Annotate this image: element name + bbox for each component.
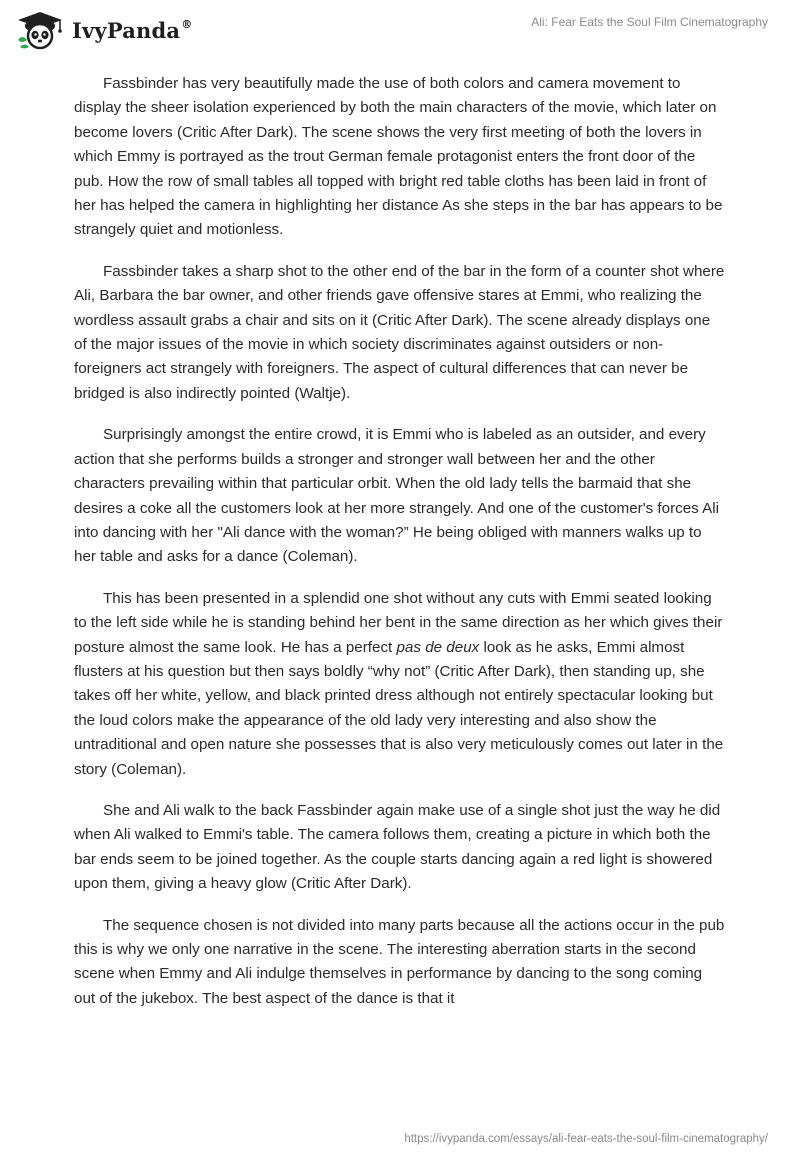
page-header <box>0 0 800 60</box>
paragraph: Fassbinder takes a sharp shot to the other end of the bar in the form of a counter shot where Ali, Barbara the bar owner, and other friends gave offensive stares at Emmi, who realizing the wordless assault grabs a chair and sits on it (Critic After Dark). The scene already displays one of the major issues of the movie in which society discriminates against outsiders or non-foreigners act strangely with foreigners. The aspect of cultural differences that can never be bridged is also indirectly pointed (Waltje). <box>74 262 725 402</box>
document-title: Ali: Fear Eats the Soul Film Cinematography <box>531 15 768 29</box>
registered-mark: ® <box>181 17 193 31</box>
paragraph: The sequence chosen is not divided into many parts because all the actions occur in the pub this is why we only one narrative in the scene. The interesting aberration starts in the second scene when Emmy and Ali indulge themselves in performance by dancing to the song coming out of the jukebox. The best aspect of the dance is that it <box>74 916 725 1007</box>
paragraph-text: This has been presented in a splendid one shot without any cuts with Emmi seated looking to the left side while he is standing behind her bent in the same direction as her which gives their posture almost the same look. He has a perfect <box>74 589 723 656</box>
paragraph: She and Ali walk to the back Fassbinder again make use of a single shot just the way he did when Ali walked to Emmi's table. The camera follows them, creating a picture in which both the bar ends seem to be joined together. As the couple starts dancing again a red light is showered upon them, giving a heavy glow (Critic After Dark). <box>74 801 721 893</box>
brand-name: IvyPanda® <box>72 17 193 43</box>
paragraph: Surprisingly amongst the entire crowd, it is Emmi who is labeled as an outsider, and every action that she performs builds a stronger and stronger wall between her and the other characters prevailing within that particular orbit. When the old lady tells the barmaid that she desires a coke all the customers look at her more strangely. And one of the customer's forces Ali into dancing with her "Ali dance with the woman?” He being obliged with manners walks up to her table and asks for a dance (Coleman). <box>74 426 720 566</box>
emphasis-text: pas de deux <box>396 638 480 656</box>
brand-logo[interactable] <box>14 10 192 50</box>
paragraph <box>74 587 726 782</box>
panda-graduate-logo-icon <box>14 10 66 50</box>
paragraph: Fassbinder has very beautifully made the use of both colors and camera movement to display the sheer isolation experienced by both the main characters of the movie, which later on become lovers (Critic After Dark). The scene shows the very first meeting of both the lovers in which Emmy is portrayed as the trout German female protagonist enters the front door of the pub. How the row of small tables all topped with bright red table cloths has been laid in front of her has helped the camera in highlighting her distance As she steps in the bar has appears to be strangely quiet and motionless. <box>74 75 723 239</box>
paragraph-text: look as he asks, Emmi almost flusters at his question but then says boldly “why not” (Critic After Dark), then standing up, she takes off her white, yellow, and black printed dress although not entirely spectacular looking but the loud colors make the appearance of the old lady very interesting and also show the untraditional and open nature she possesses that is also very meticulously comes out later in the story (Coleman). <box>74 638 724 778</box>
article-body <box>74 72 726 1028</box>
source-url[interactable]: https://ivypanda.com/essays/ali-fear-eats-the-soul-film-cinematography/ <box>404 1133 768 1145</box>
